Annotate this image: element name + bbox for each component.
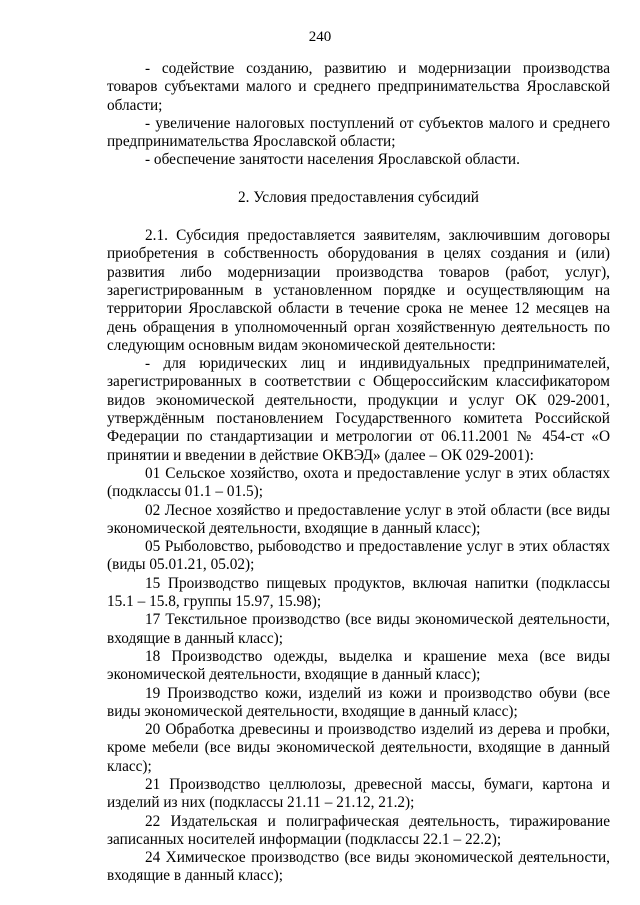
classifier-item: 01 Сельское хозяйство, охота и предоставление услуг в этих областях (подклассы 01.1 – 01.5);	[107, 464, 610, 501]
classifier-item: 21 Производство целлюлозы, древесной массы, бумаги, картона и изделий из них (подклассы 21.11 – 21.12, 21.2);	[107, 775, 610, 812]
classifier-item: 18 Производство одежды, выделка и крашение меха (все виды экономической деятельности, входящие в данный класс);	[107, 647, 610, 684]
classifier-item: 17 Текстильное производство (все виды экономической деятельности, входящие в данный класс);	[107, 611, 610, 647]
classifier-item: 19 Производство кожи, изделий из кожи и производство обуви (все виды экономической деятельности, входящие в данный класс);	[107, 684, 610, 720]
classifier-item: 05 Рыболовство, рыбоводство и предоставление услуг в этих областях (виды 05.01.21, 05.02);	[107, 538, 610, 574]
classifier-item: 24 Химическое производство (все виды экономической деятельности, входящие в данный класс);	[107, 849, 610, 885]
bullet-item: - увеличение налоговых поступлений от субъектов малого и среднего предпринимательства Ярославской области;	[107, 114, 610, 151]
paragraph: - для юридических лиц и индивидуальных предпринимателей, зарегистрированных в соответствии с Общероссийским классификатором видов экономической деятельности, продукции и услуг ОК 029-2001, утверждённым постановлением Государственного комитета Российской Федерации по стандартизации и метрологии от 06.11.2001 № 454-ст «О принятии и введении в действие ОКВЭД» (далее – ОК 029-2001):	[107, 355, 610, 464]
classifier-item: 22 Издательская и полиграфическая деятельность, тиражирование записанных носителей информации (подклассы 22.1 – 22.2);	[107, 812, 610, 848]
document-body	[107, 60, 610, 886]
classifier-item: 15 Производство пищевых продуктов, включая напитки (подклассы 15.1 – 15.8, группы 15.97, 15.98);	[107, 574, 610, 611]
bullet-item: - содействие созданию, развитию и модернизации производства товаров субъектами малого и среднего предпринимательства Ярославской области;	[107, 60, 610, 114]
section-heading: 2. Условия предоставления субсидий	[238, 188, 479, 206]
page-number: 240	[308, 29, 332, 45]
bullet-item: - обеспечение занятости населения Ярославской области.	[145, 151, 520, 169]
classifier-item: 02 Лесное хозяйство и предоставление услуг в этой области (все виды экономической деятельности, входящие в данный класс);	[107, 501, 610, 537]
classifier-item: 20 Обработка древесины и производство изделий из дерева и пробки, кроме мебели (все виды экономической деятельности, входящие в данный класс);	[107, 721, 610, 775]
paragraph: 2.1. Субсидия предоставляется заявителям, заключившим договоры приобретения в собственность оборудования в целях создания и (или) развития либо модернизации производства товаров (работ, услуг), зарегистрированным в установленном порядке и осуществляющим на территории Ярославской области в течение срока не менее 12 месяцев на день обращения в уполномоченный орган хозяйственную деятельность по следующим основным видам экономической деятельности:	[107, 227, 610, 354]
